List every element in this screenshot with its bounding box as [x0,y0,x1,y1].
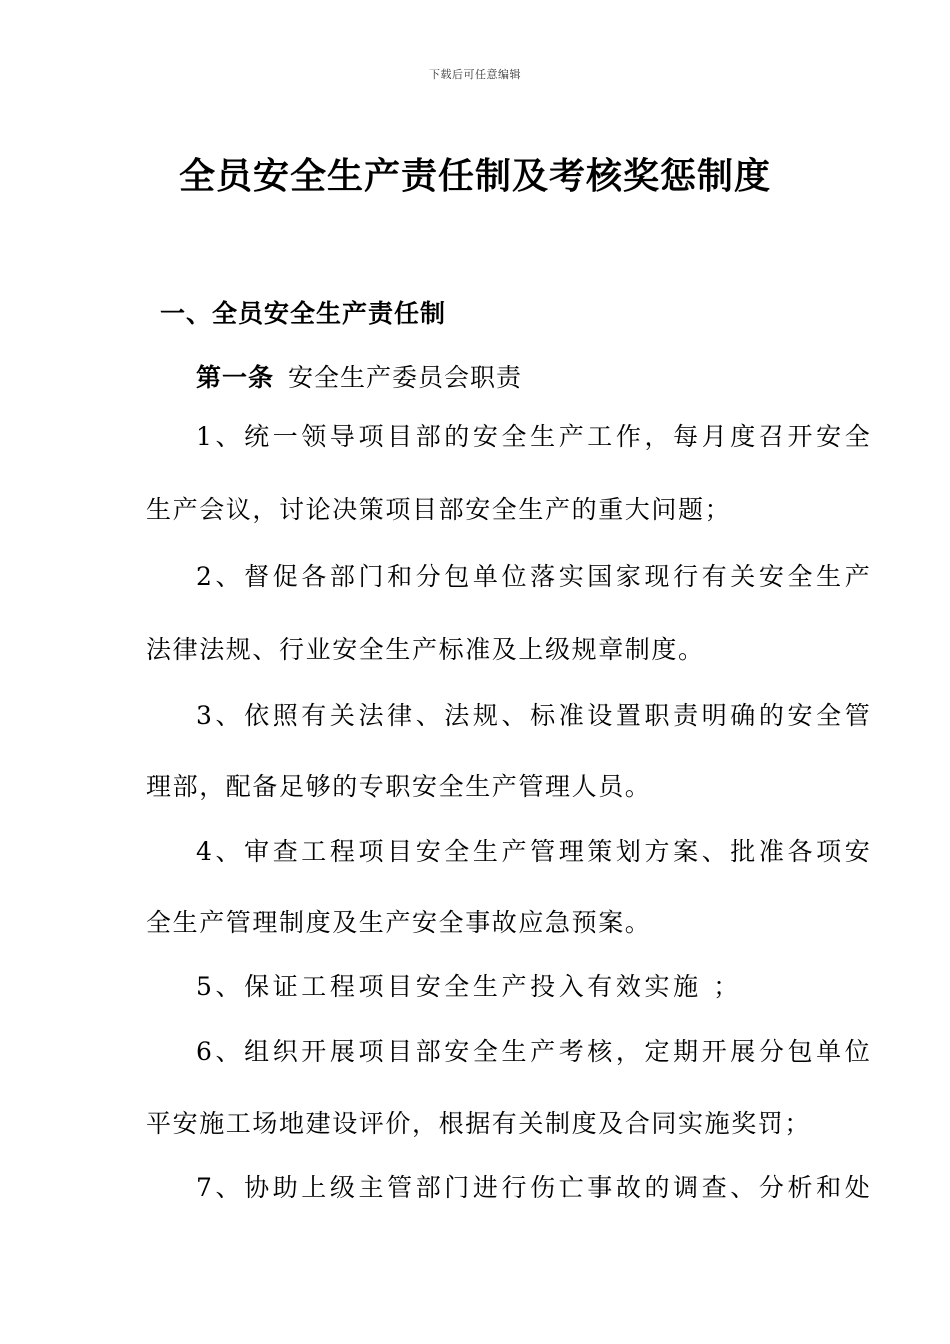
article-label: 第一条 [196,363,275,392]
list-item-3-line-1: 3、依照有关法律、法规、标准设置职责明确的安全管 [196,701,874,730]
header-note: 下载后可任意编辑 [429,68,521,81]
list-item-4-line-1: 4、审查工程项目安全生产管理策划方案、批准各项安 [196,837,874,866]
list-item-5-line-1: 5、保证工程项目安全生产投入有效实施 ； [196,972,742,1001]
list-item-7-line-1: 7、协助上级主管部门进行伤亡事故的调查、分析和处 [196,1173,874,1202]
list-item-6-line-2: 平安施工场地建设评价，根据有关制度及合同实施奖罚； [146,1109,812,1138]
list-item-4-line-2: 全生产管理制度及生产安全事故应急预案。 [146,908,652,937]
section-heading: 一、全员安全生产责任制 [160,299,447,328]
article-text: 安全生产委员会职责 [288,363,523,392]
list-item-3-line-2: 理部，配备足够的专职安全生产管理人员。 [146,772,652,801]
list-item-2-line-1: 2、督促各部门和分包单位落实国家现行有关安全生产 [196,562,874,591]
article-heading [196,358,522,394]
document-title: 全员安全生产责任制及考核奖惩制度 [178,155,771,197]
list-item-1-line-1: 1、统一领导项目部的安全生产工作，每月度召开安全 [196,422,874,451]
list-item-1-line-2: 生产会议，讨论决策项目部安全生产的重大问题； [146,495,732,524]
list-item-2-line-2: 法律法规、行业安全生产标准及上级规章制度。 [146,635,705,664]
list-item-6-line-1: 6、组织开展项目部安全生产考核，定期开展分包单位 [196,1037,874,1066]
